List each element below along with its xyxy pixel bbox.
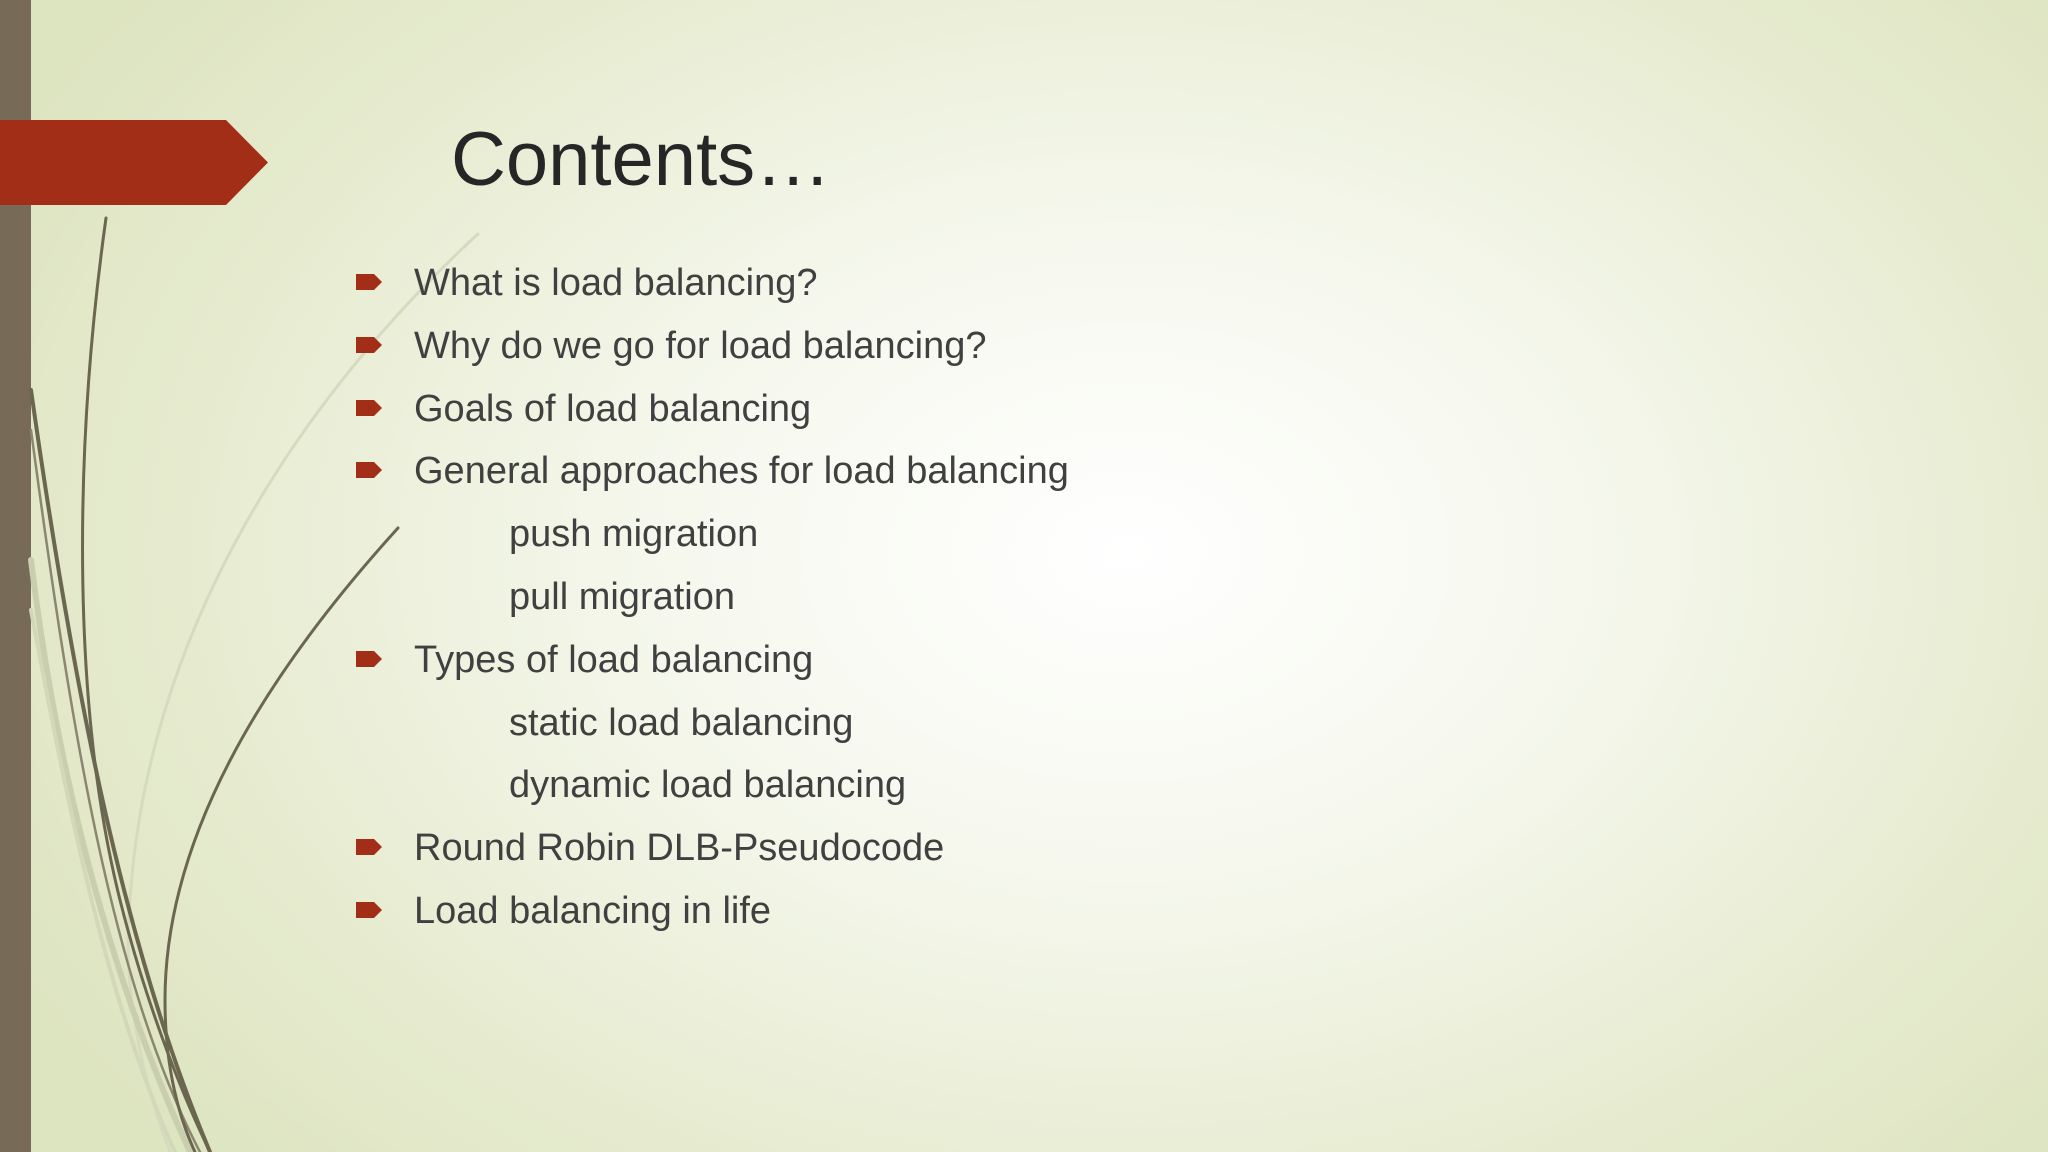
item-text: Load balancing in life [414,889,772,932]
bullet-item [354,880,1854,943]
item-text: General approaches for load balancing [414,450,1069,493]
arrow-bullet-icon [354,335,384,355]
item-text: What is load balancing? [414,262,818,304]
item-text: static load balancing [509,701,854,744]
bullet-item [354,629,1854,692]
arrow-bullet-icon [354,900,384,920]
item-text: Goals of load balancing [414,387,812,430]
bullet-item [354,315,1854,378]
sub-item [354,503,1854,566]
arrow-bullet-icon [354,649,384,669]
item-text: Types of load balancing [414,638,814,681]
item-text: dynamic load balancing [509,764,907,807]
bullet-item [354,378,1854,441]
bullet-item [354,817,1854,880]
arrow-bullet-icon [354,837,384,857]
item-text: Round Robin DLB-Pseudocode [414,827,945,870]
title-accent-tab [0,120,268,205]
contents-list [354,252,1854,943]
arrow-bullet-icon [354,272,384,292]
arrow-bullet-icon [354,460,384,480]
bullet-item [354,440,1854,503]
item-text: pull migration [509,575,735,618]
sub-item [354,566,1854,629]
arrow-bullet-icon [354,398,384,418]
sub-item [354,754,1854,817]
sub-item [354,692,1854,755]
item-text: Why do we go for load balancing? [414,324,987,367]
item-text: push migration [509,513,759,556]
slide-title: Contents… [451,117,832,202]
bullet-item [354,252,1854,315]
